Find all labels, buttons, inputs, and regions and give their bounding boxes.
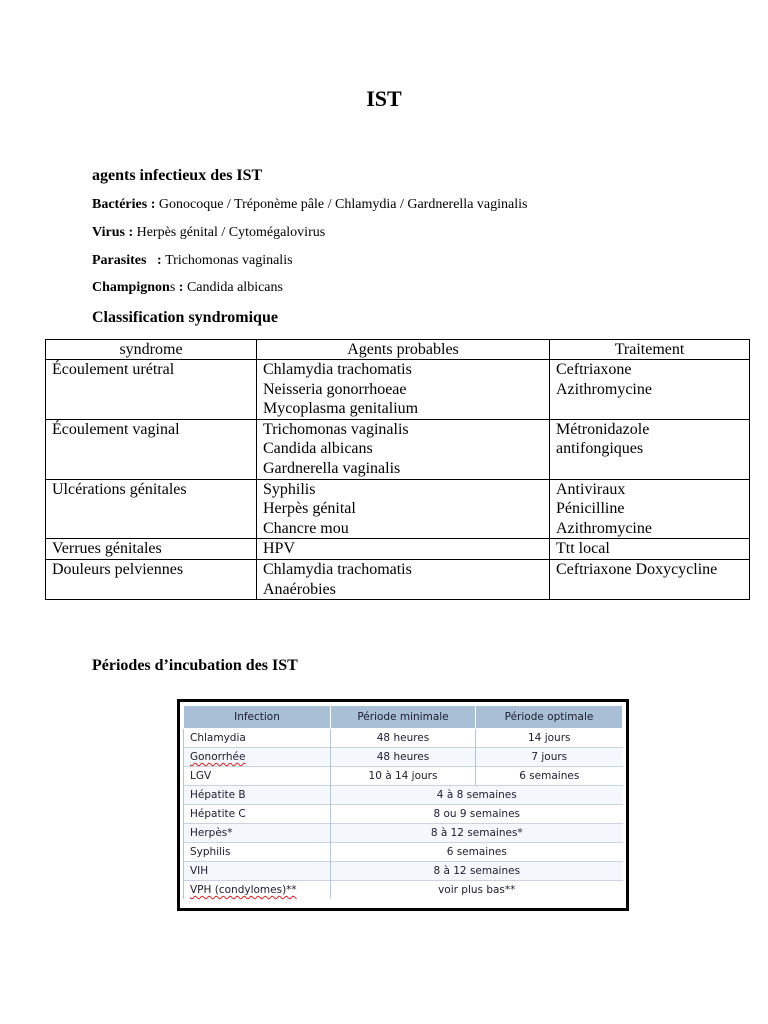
agent-category-label: Virus xyxy=(92,225,125,240)
infection-name: LGV xyxy=(190,770,212,782)
treatment-item: Métronidazole xyxy=(556,420,650,438)
agent-item: Trichomonas vaginalis xyxy=(263,420,409,438)
incubation-infection-cell xyxy=(184,786,331,805)
infection-name: Hépatite C xyxy=(190,808,246,820)
incubation-min-cell: 10 à 14 jours xyxy=(331,767,476,786)
column-header-agents: Agents probables xyxy=(257,340,550,360)
classification-heading: Classification syndromique xyxy=(92,309,278,326)
agent-item: HPV xyxy=(263,540,296,558)
incubation-row xyxy=(184,786,623,805)
agent-separator: : xyxy=(175,280,187,295)
incubation-table xyxy=(183,705,623,899)
table-row xyxy=(46,360,750,420)
agent-item: Herpès génital xyxy=(263,500,356,518)
infection-name: VPH (condylomes)** xyxy=(190,884,297,896)
incubation-infection-cell xyxy=(184,805,331,824)
incubation-opt-cell: 6 semaines xyxy=(476,767,623,786)
treatment-item: Ttt local xyxy=(556,540,610,558)
incubation-period-cell: 8 à 12 semaines* xyxy=(331,824,623,843)
treatment-item: Ceftriaxone xyxy=(556,361,632,378)
infection-name: Syphilis xyxy=(190,846,231,858)
agent-item: Anaérobies xyxy=(263,580,336,598)
incubation-infection-cell xyxy=(184,862,331,881)
agents-cell xyxy=(257,419,550,479)
incubation-row xyxy=(184,843,623,862)
treatment-item: antifongiques xyxy=(556,440,644,458)
infection-name: Gonorrhée xyxy=(190,751,246,763)
infection-name: Hépatite B xyxy=(190,789,246,801)
table-header-row xyxy=(46,340,750,360)
incubation-row xyxy=(184,862,623,881)
agents-cell xyxy=(257,559,550,599)
syndrome-cell: Écoulement urétral xyxy=(46,360,257,420)
agent-category-label: Parasites xyxy=(92,253,147,268)
treatment-cell xyxy=(550,360,750,420)
table-row xyxy=(46,559,750,599)
incubation-period-cell: 4 à 8 semaines xyxy=(331,786,623,805)
agents-cell xyxy=(257,360,550,420)
agent-line xyxy=(92,197,527,213)
incubation-header-min: Période minimale xyxy=(331,706,476,729)
incubation-row xyxy=(184,729,623,748)
column-header-treatment: Traitement xyxy=(550,340,750,360)
agent-category-label-suffix: s xyxy=(169,280,176,295)
agent-list-text: Trichomonas vaginalis xyxy=(165,253,293,268)
incubation-period-cell: 8 à 12 semaines xyxy=(331,862,623,881)
agent-item: Chlamydia trachomatis xyxy=(263,361,412,378)
incubation-infection-cell xyxy=(184,824,331,843)
treatment-item: Antiviraux xyxy=(556,480,626,498)
treatment-cell xyxy=(550,419,750,479)
agent-item: Neisseria gonorrhoeae xyxy=(263,380,407,398)
incubation-infection-cell xyxy=(184,729,331,748)
syndrome-cell: Ulcérations génitales xyxy=(46,479,257,539)
treatment-item: Pénicilline xyxy=(556,500,625,518)
agent-separator: : xyxy=(146,253,166,268)
incubation-header-row xyxy=(184,706,623,729)
incubation-heading: Périodes d’incubation des IST xyxy=(92,657,298,674)
agent-item: Candida albicans xyxy=(263,440,373,458)
agent-line xyxy=(92,225,325,241)
incubation-row xyxy=(184,767,623,786)
incubation-table-image xyxy=(177,699,629,911)
incubation-header-opt: Période optimale xyxy=(476,706,623,729)
agent-line xyxy=(92,280,283,296)
incubation-row xyxy=(184,748,623,767)
incubation-row xyxy=(184,824,623,843)
agents-cell xyxy=(257,539,550,560)
agent-category-label: Bactéries xyxy=(92,197,148,212)
agents-heading: agents infectieux des IST xyxy=(92,167,263,184)
incubation-header-infection: Infection xyxy=(184,706,331,729)
incubation-opt-cell: 14 jours xyxy=(476,729,623,748)
incubation-min-cell: 48 heures xyxy=(331,729,476,748)
agents-cell xyxy=(257,479,550,539)
infection-name: VIH xyxy=(190,865,209,877)
agent-item: Syphilis xyxy=(263,480,316,498)
treatment-cell xyxy=(550,479,750,539)
treatment-cell xyxy=(550,539,750,560)
treatment-item: Ceftriaxone Doxycycline xyxy=(556,560,718,578)
syndrome-cell: Douleurs pelviennes xyxy=(46,559,257,599)
agent-category-label: Champignon xyxy=(92,280,170,295)
infection-name: Chlamydia xyxy=(190,732,246,744)
agent-item: Mycoplasma genitalium xyxy=(263,400,419,418)
incubation-infection-cell xyxy=(184,748,331,767)
incubation-period-cell: 8 ou 9 semaines xyxy=(331,805,623,824)
incubation-row xyxy=(184,881,623,900)
column-header-syndrome: syndrome xyxy=(46,340,257,360)
infection-name: Herpès* xyxy=(190,827,233,839)
agent-line xyxy=(92,253,293,269)
treatment-item: Azithromycine xyxy=(556,380,652,398)
table-row xyxy=(46,419,750,479)
incubation-infection-cell xyxy=(184,881,331,900)
incubation-infection-cell xyxy=(184,767,331,786)
incubation-period-cell: 6 semaines xyxy=(331,843,623,862)
agent-separator: : xyxy=(147,197,159,212)
incubation-infection-cell xyxy=(184,843,331,862)
incubation-opt-cell: 7 jours xyxy=(476,748,623,767)
treatment-item: Azithromycine xyxy=(556,519,652,537)
syndromic-classification-table xyxy=(45,339,750,600)
agent-item: Chlamydia trachomatis xyxy=(263,560,412,578)
syndrome-cell: Verrues génitales xyxy=(46,539,257,560)
agent-list-text: Herpès génital / Cytomégalovirus xyxy=(136,225,326,240)
syndrome-cell: Écoulement vaginal xyxy=(46,419,257,479)
table-row xyxy=(46,479,750,539)
incubation-row xyxy=(184,805,623,824)
agent-list-text: Candida albicans xyxy=(186,280,283,295)
table-row xyxy=(46,539,750,560)
agent-item: Gardnerella vaginalis xyxy=(263,459,401,477)
agent-separator: : xyxy=(124,225,137,240)
agent-item: Chancre mou xyxy=(263,519,349,537)
incubation-period-cell: voir plus bas** xyxy=(331,881,623,900)
agent-list-text: Gonocoque / Tréponème pâle / Chlamydia / Gardnerella vaginalis xyxy=(158,197,528,212)
incubation-min-cell: 48 heures xyxy=(331,748,476,767)
treatment-cell xyxy=(550,559,750,599)
document-title: IST xyxy=(366,86,402,111)
